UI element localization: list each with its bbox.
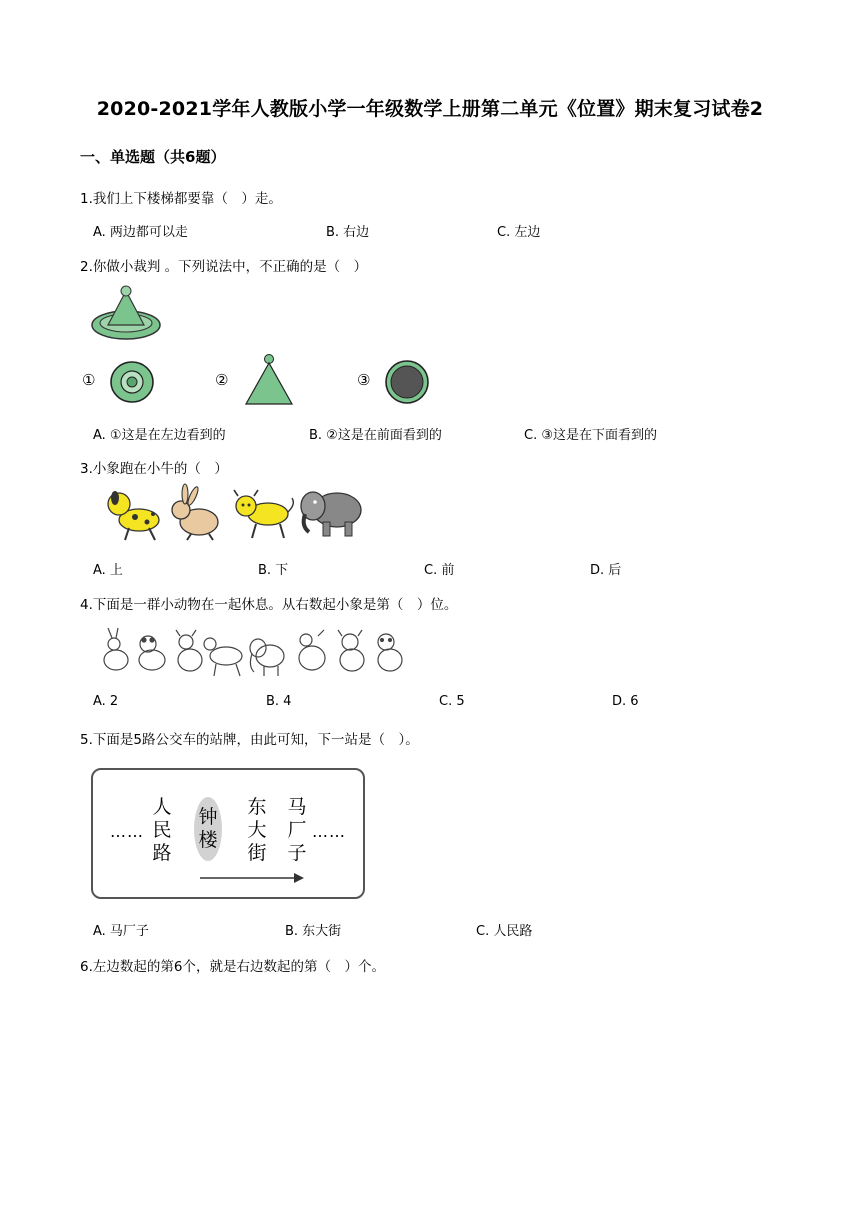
q1-option-b[interactable]: B. 右边 — [326, 225, 370, 240]
question-4-stem: 4.下面是一群小动物在一起休息。从右数起小象是第（ ）位。 — [80, 597, 458, 613]
cow-picture — [232, 484, 298, 544]
elephant-picture — [295, 482, 367, 544]
animals-row-picture — [98, 626, 408, 680]
dog-picture — [105, 484, 167, 544]
q1-option-c[interactable]: C. 左边 — [497, 225, 541, 240]
sign-stop-dongdajie: 东大街 — [247, 796, 267, 864]
view-label-1: ① — [82, 371, 96, 389]
hat-picture — [90, 283, 162, 345]
q4-option-a[interactable]: A. 2 — [93, 694, 119, 709]
view-label-3: ③ — [357, 371, 371, 389]
view-3-disc-icon — [383, 360, 431, 404]
question-5-stem: 5.下面是5路公交车的站牌，由此可知，下一站是（ ）。 — [80, 732, 419, 748]
sign-left-dots: …… — [110, 822, 144, 841]
sign-stop-renminlu: 人民路 — [152, 796, 172, 864]
question-3-stem: 3.小象跑在小牛的（ ） — [80, 461, 228, 477]
question-2-stem: 2.你做小裁判 。下列说法中，不正确的是（ ） — [80, 259, 368, 275]
question-1-stem: 1.我们上下楼梯都要靠（ ）走。 — [80, 191, 282, 207]
sign-stop-zhonglou: 钟楼 — [198, 806, 218, 851]
q5-option-b[interactable]: B. 东大街 — [285, 924, 342, 939]
q2-option-b[interactable]: B. ②这是在前面看到的 — [309, 428, 442, 443]
view-2-triangle-icon — [240, 352, 294, 406]
q2-option-a[interactable]: A. ①这是在左边看到的 — [93, 428, 226, 443]
question-6-stem: 6.左边数起的第6个，就是右边数起的第（ ）个。 — [80, 959, 385, 975]
q3-option-c[interactable]: C. 前 — [424, 563, 455, 578]
sign-right-dots: …… — [312, 822, 346, 841]
q4-option-c[interactable]: C. 5 — [439, 694, 465, 709]
page-title: 2020-2021学年人教版小学一年级数学上册第二单元《位置》期末复习试卷2 — [96, 98, 764, 120]
q1-option-a[interactable]: A. 两边都可以走 — [93, 225, 188, 240]
q5-option-a[interactable]: A. 马厂子 — [93, 924, 149, 939]
q3-option-d[interactable]: D. 后 — [590, 563, 622, 578]
view-label-2: ② — [215, 371, 229, 389]
q3-option-a[interactable]: A. 上 — [93, 563, 123, 578]
q4-option-d[interactable]: D. 6 — [612, 694, 639, 709]
q2-option-c[interactable]: C. ③这是在下面看到的 — [524, 428, 657, 443]
q4-option-b[interactable]: B. 4 — [266, 694, 292, 709]
rabbit-picture — [165, 484, 227, 544]
section-heading: 一、单选题（共6题） — [80, 148, 226, 166]
q5-option-c[interactable]: C. 人民路 — [476, 924, 533, 939]
view-1-ring-icon — [108, 360, 156, 404]
q3-option-b[interactable]: B. 下 — [258, 563, 289, 578]
sign-stop-machangzi: 马厂子 — [287, 796, 307, 864]
direction-arrow-icon — [200, 872, 306, 884]
